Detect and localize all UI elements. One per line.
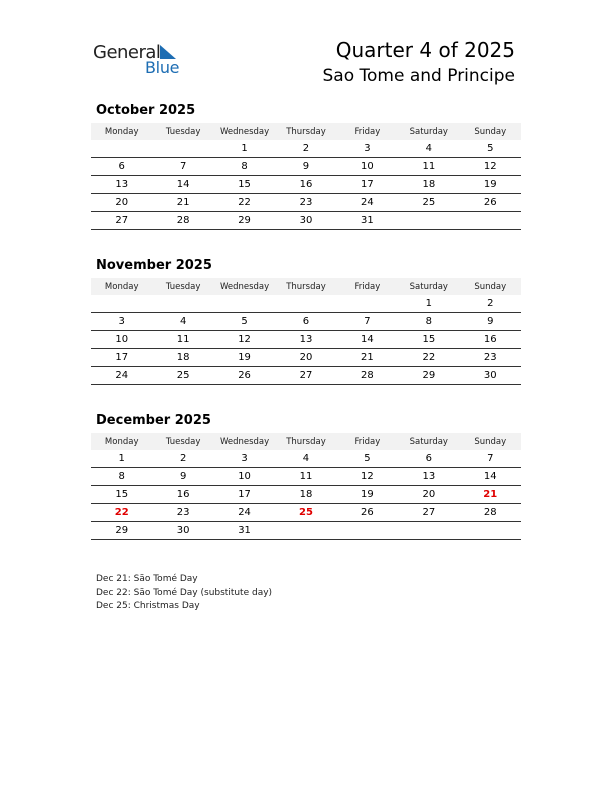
day-cell: 1 bbox=[398, 295, 459, 313]
calendar-table bbox=[91, 278, 521, 385]
day-cell: 31 bbox=[214, 522, 275, 540]
weekday-header: Saturday bbox=[398, 123, 459, 140]
day-cell: 3 bbox=[214, 450, 275, 468]
day-cell bbox=[214, 295, 275, 313]
day-cell bbox=[337, 295, 398, 313]
day-cell: 7 bbox=[460, 450, 521, 468]
weekday-header-row bbox=[91, 123, 521, 140]
day-cell: 2 bbox=[152, 450, 213, 468]
calendar-body bbox=[91, 295, 521, 385]
day-cell: 4 bbox=[275, 450, 336, 468]
day-cell: 25 bbox=[275, 504, 336, 522]
day-cell: 2 bbox=[460, 295, 521, 313]
day-cell: 9 bbox=[275, 158, 336, 176]
week-row bbox=[91, 450, 521, 468]
day-cell: 14 bbox=[337, 331, 398, 349]
day-cell: 26 bbox=[337, 504, 398, 522]
month-title: November 2025 bbox=[96, 258, 212, 273]
weekday-header: Monday bbox=[91, 433, 152, 450]
day-cell: 25 bbox=[152, 367, 213, 385]
day-cell: 2 bbox=[275, 140, 336, 158]
day-cell: 6 bbox=[275, 313, 336, 331]
logo-text-blue: Blue bbox=[145, 58, 180, 77]
day-cell: 6 bbox=[398, 450, 459, 468]
weekday-header: Sunday bbox=[460, 123, 521, 140]
day-cell: 17 bbox=[337, 176, 398, 194]
day-cell: 11 bbox=[398, 158, 459, 176]
weekday-header: Tuesday bbox=[152, 433, 213, 450]
calendar-table bbox=[91, 433, 521, 540]
holiday-notes bbox=[96, 573, 272, 614]
day-cell bbox=[337, 522, 398, 540]
page-subtitle: Sao Tome and Principe bbox=[322, 66, 515, 86]
day-cell: 4 bbox=[398, 140, 459, 158]
day-cell: 11 bbox=[152, 331, 213, 349]
day-cell: 15 bbox=[91, 486, 152, 504]
day-cell: 27 bbox=[275, 367, 336, 385]
day-cell bbox=[460, 212, 521, 230]
calendar-body bbox=[91, 140, 521, 230]
day-cell: 23 bbox=[275, 194, 336, 212]
day-cell: 10 bbox=[214, 468, 275, 486]
week-row bbox=[91, 212, 521, 230]
holiday-note: Dec 22: São Tomé Day (substitute day) bbox=[96, 587, 273, 598]
weekday-header: Wednesday bbox=[214, 123, 275, 140]
day-cell: 13 bbox=[398, 468, 459, 486]
week-row bbox=[91, 176, 521, 194]
day-cell: 19 bbox=[337, 486, 398, 504]
weekday-header: Tuesday bbox=[152, 123, 213, 140]
day-cell: 18 bbox=[152, 349, 213, 367]
day-cell: 13 bbox=[275, 331, 336, 349]
weekday-header-row bbox=[91, 278, 521, 295]
month-october bbox=[91, 103, 521, 230]
day-cell: 21 bbox=[460, 486, 521, 504]
weekday-header: Friday bbox=[337, 433, 398, 450]
day-cell: 31 bbox=[337, 212, 398, 230]
day-cell: 8 bbox=[214, 158, 275, 176]
weekday-header: Thursday bbox=[275, 278, 336, 295]
month-title: December 2025 bbox=[96, 413, 211, 428]
weekday-header: Tuesday bbox=[152, 278, 213, 295]
week-row bbox=[91, 295, 521, 313]
generalblue-logo bbox=[93, 42, 188, 78]
day-cell: 26 bbox=[460, 194, 521, 212]
day-cell: 16 bbox=[275, 176, 336, 194]
week-row bbox=[91, 140, 521, 158]
day-cell bbox=[275, 295, 336, 313]
weekday-header: Wednesday bbox=[214, 278, 275, 295]
day-cell: 12 bbox=[337, 468, 398, 486]
holiday-note: Dec 25: Christmas Day bbox=[96, 601, 200, 611]
day-cell: 24 bbox=[337, 194, 398, 212]
day-cell: 28 bbox=[152, 212, 213, 230]
day-cell: 17 bbox=[214, 486, 275, 504]
day-cell: 18 bbox=[398, 176, 459, 194]
weekday-header: Friday bbox=[337, 278, 398, 295]
day-cell: 7 bbox=[337, 313, 398, 331]
day-cell: 21 bbox=[337, 349, 398, 367]
day-cell: 11 bbox=[275, 468, 336, 486]
day-cell: 3 bbox=[337, 140, 398, 158]
day-cell bbox=[91, 140, 152, 158]
day-cell: 20 bbox=[91, 194, 152, 212]
day-cell: 1 bbox=[214, 140, 275, 158]
calendar-table bbox=[91, 123, 521, 230]
day-cell: 12 bbox=[460, 158, 521, 176]
weekday-header: Thursday bbox=[275, 123, 336, 140]
day-cell: 15 bbox=[398, 331, 459, 349]
page-title: Quarter 4 of 2025 bbox=[335, 38, 515, 62]
weekday-header: Saturday bbox=[398, 278, 459, 295]
day-cell: 8 bbox=[91, 468, 152, 486]
day-cell bbox=[152, 140, 213, 158]
day-cell: 5 bbox=[337, 450, 398, 468]
day-cell: 22 bbox=[214, 194, 275, 212]
day-cell: 5 bbox=[214, 313, 275, 331]
day-cell: 28 bbox=[460, 504, 521, 522]
day-cell: 1 bbox=[91, 450, 152, 468]
day-cell: 6 bbox=[91, 158, 152, 176]
weekday-header: Friday bbox=[337, 123, 398, 140]
week-row bbox=[91, 313, 521, 331]
day-cell: 15 bbox=[214, 176, 275, 194]
day-cell: 10 bbox=[337, 158, 398, 176]
weekday-header: Wednesday bbox=[214, 433, 275, 450]
weekday-header: Saturday bbox=[398, 433, 459, 450]
day-cell: 25 bbox=[398, 194, 459, 212]
day-cell: 14 bbox=[152, 176, 213, 194]
day-cell: 10 bbox=[91, 331, 152, 349]
calendar-body bbox=[91, 450, 521, 540]
day-cell: 9 bbox=[460, 313, 521, 331]
day-cell: 16 bbox=[152, 486, 213, 504]
day-cell: 27 bbox=[91, 212, 152, 230]
day-cell: 5 bbox=[460, 140, 521, 158]
day-cell: 17 bbox=[91, 349, 152, 367]
day-cell: 29 bbox=[398, 367, 459, 385]
day-cell: 23 bbox=[152, 504, 213, 522]
week-row bbox=[91, 349, 521, 367]
day-cell: 16 bbox=[460, 331, 521, 349]
week-row bbox=[91, 468, 521, 486]
day-cell: 20 bbox=[398, 486, 459, 504]
logo-text-general: General bbox=[93, 42, 161, 63]
day-cell: 12 bbox=[214, 331, 275, 349]
day-cell bbox=[460, 522, 521, 540]
day-cell: 24 bbox=[214, 504, 275, 522]
holiday-note: Dec 21: São Tomé Day bbox=[96, 574, 198, 584]
weekday-header: Thursday bbox=[275, 433, 336, 450]
day-cell: 18 bbox=[275, 486, 336, 504]
day-cell: 9 bbox=[152, 468, 213, 486]
day-cell: 7 bbox=[152, 158, 213, 176]
weekday-header: Monday bbox=[91, 123, 152, 140]
month-title: October 2025 bbox=[96, 103, 196, 118]
day-cell: 29 bbox=[91, 522, 152, 540]
day-cell: 19 bbox=[460, 176, 521, 194]
day-cell: 24 bbox=[91, 367, 152, 385]
day-cell: 19 bbox=[214, 349, 275, 367]
week-row bbox=[91, 158, 521, 176]
day-cell: 28 bbox=[337, 367, 398, 385]
day-cell: 3 bbox=[91, 313, 152, 331]
day-cell: 23 bbox=[460, 349, 521, 367]
day-cell: 30 bbox=[460, 367, 521, 385]
month-december bbox=[91, 413, 521, 540]
day-cell: 22 bbox=[398, 349, 459, 367]
day-cell bbox=[152, 295, 213, 313]
weekday-header: Sunday bbox=[460, 433, 521, 450]
day-cell: 30 bbox=[275, 212, 336, 230]
week-row bbox=[91, 331, 521, 349]
week-row bbox=[91, 504, 521, 522]
day-cell: 20 bbox=[275, 349, 336, 367]
day-cell bbox=[398, 212, 459, 230]
day-cell: 29 bbox=[214, 212, 275, 230]
day-cell: 30 bbox=[152, 522, 213, 540]
month-november bbox=[91, 258, 521, 385]
day-cell bbox=[398, 522, 459, 540]
weekday-header: Monday bbox=[91, 278, 152, 295]
day-cell: 4 bbox=[152, 313, 213, 331]
day-cell: 14 bbox=[460, 468, 521, 486]
week-row bbox=[91, 486, 521, 504]
logo-triangle-icon bbox=[160, 45, 176, 59]
day-cell: 26 bbox=[214, 367, 275, 385]
day-cell bbox=[275, 522, 336, 540]
day-cell: 8 bbox=[398, 313, 459, 331]
weekday-header: Sunday bbox=[460, 278, 521, 295]
day-cell: 13 bbox=[91, 176, 152, 194]
day-cell: 22 bbox=[91, 504, 152, 522]
week-row bbox=[91, 194, 521, 212]
day-cell: 27 bbox=[398, 504, 459, 522]
day-cell bbox=[91, 295, 152, 313]
day-cell: 21 bbox=[152, 194, 213, 212]
weekday-header-row bbox=[91, 433, 521, 450]
week-row bbox=[91, 522, 521, 540]
week-row bbox=[91, 367, 521, 385]
